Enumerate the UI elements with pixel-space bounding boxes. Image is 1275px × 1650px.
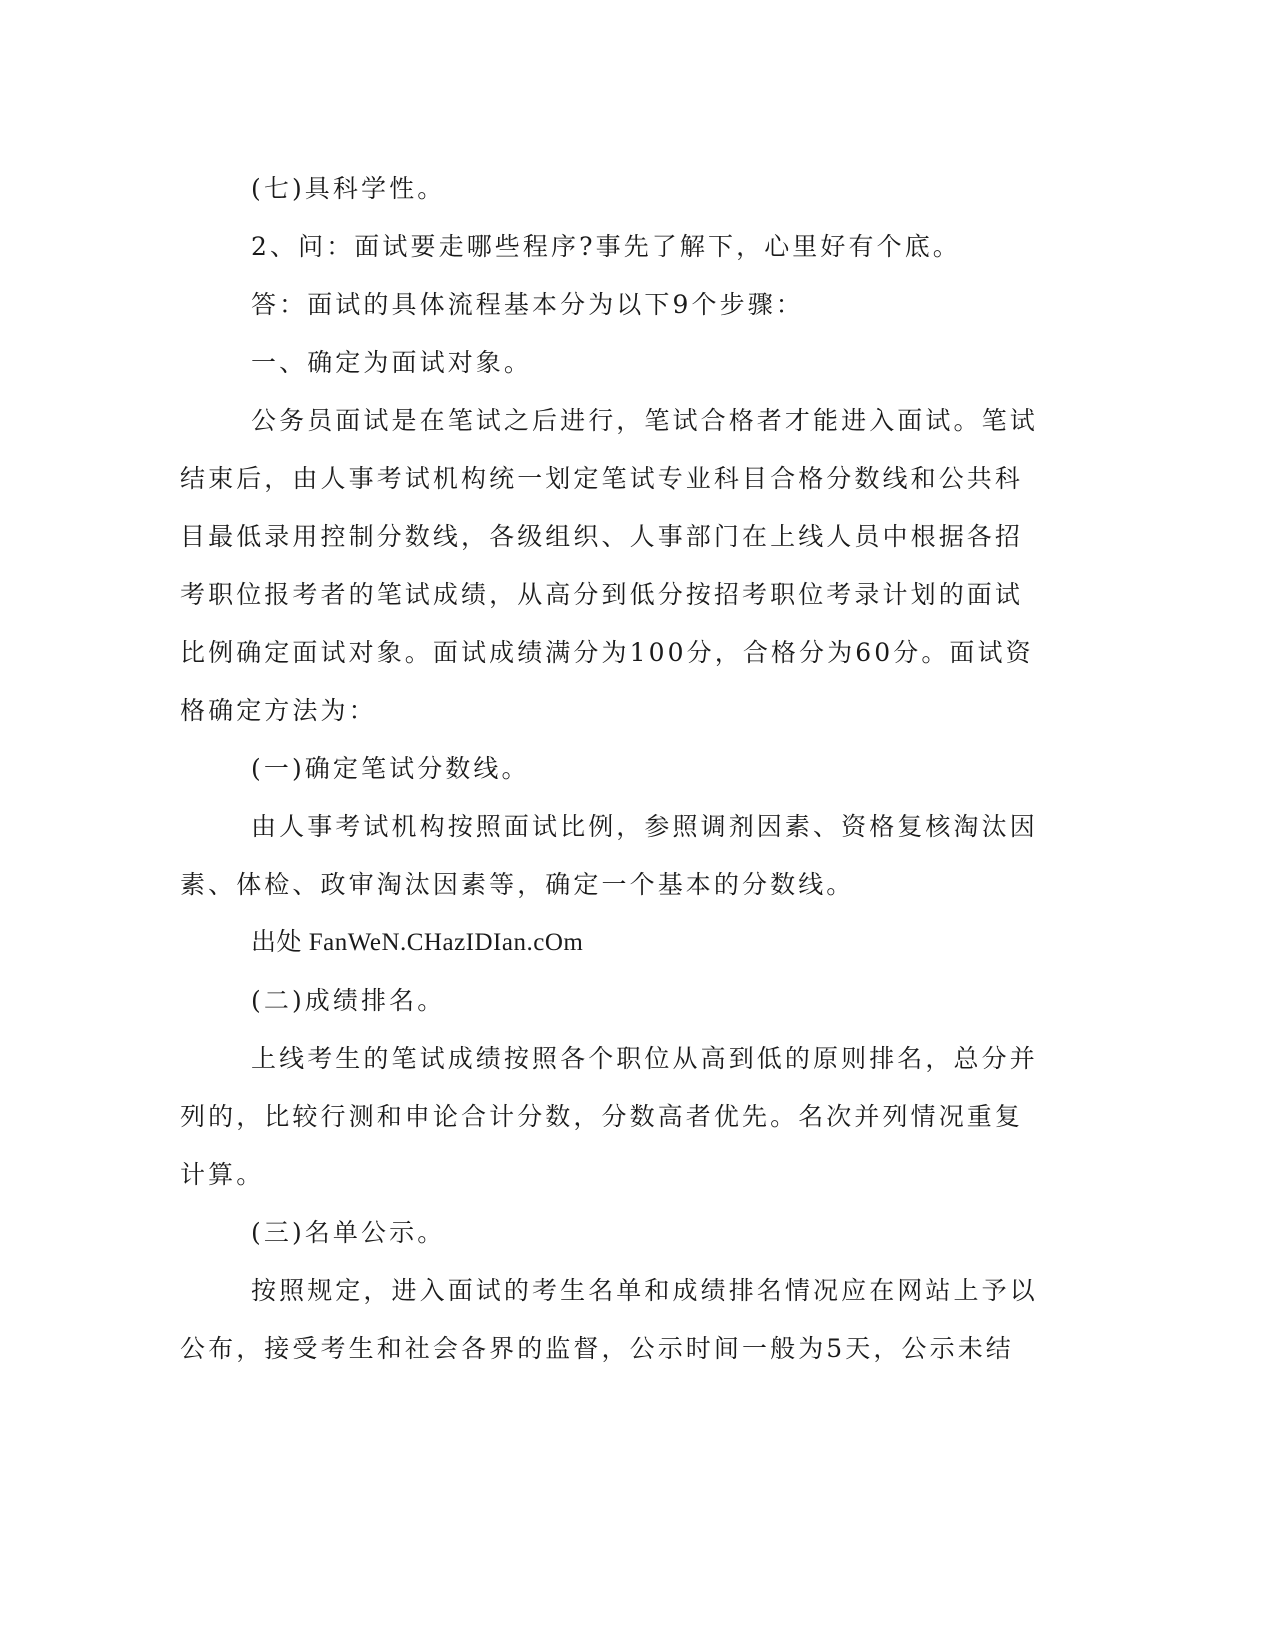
paragraph-line: 比例确定面试对象。面试成绩满分为100分，合格分为60分。面试资 xyxy=(180,638,1034,667)
paragraph-line: 上线考生的笔试成绩按照各个职位从高到低的原则排名，总分并 xyxy=(251,1044,1038,1073)
line-1: (七)具科学性。 xyxy=(251,174,446,203)
paragraph-line: 考职位报考者的笔试成绩，从高分到低分按招考职位考录计划的面试 xyxy=(180,580,1024,609)
paragraph-line: 格确定方法为： xyxy=(180,696,377,725)
source-watermark-line: 出处 FanWeN.CHazIDIan.cOm xyxy=(251,929,584,956)
subheading-2: (二)成绩排名。 xyxy=(251,986,446,1015)
paragraph-line: 计算。 xyxy=(180,1160,265,1189)
paragraph-line: 目最低录用控制分数线，各级组织、人事部门在上线人员中根据各招 xyxy=(180,522,1024,551)
line-3: 答：面试的具体流程基本分为以下9个步骤： xyxy=(251,290,804,319)
paragraph-line: 结束后，由人事考试机构统一划定笔试专业科目合格分数线和公共科 xyxy=(180,464,1024,493)
section-heading-1: 一、确定为面试对象。 xyxy=(251,348,533,377)
subheading-1: (一)确定笔试分数线。 xyxy=(251,754,530,783)
subheading-3: (三)名单公示。 xyxy=(251,1218,446,1247)
paragraph-line: 由人事考试机构按照面试比例，参照调剂因素、资格复核淘汰因 xyxy=(251,812,1038,841)
paragraph-line: 公务员面试是在笔试之后进行，笔试合格者才能进入面试。笔试 xyxy=(251,406,1038,435)
paragraph-line: 公布，接受考生和社会各界的监督，公示时间一般为5天，公示未结 xyxy=(180,1334,1014,1363)
paragraph-line: 素、体检、政审淘汰因素等，确定一个基本的分数线。 xyxy=(180,870,855,899)
paragraph-line: 按照规定，进入面试的考生名单和成绩排名情况应在网站上予以 xyxy=(251,1276,1038,1305)
document-body xyxy=(180,160,1050,1378)
paragraph-line: 列的，比较行测和申论合计分数，分数高者优先。名次并列情况重复 xyxy=(180,1102,1024,1131)
line-2: 2、问：面试要走哪些程序?事先了解下，心里好有个底。 xyxy=(251,232,961,261)
